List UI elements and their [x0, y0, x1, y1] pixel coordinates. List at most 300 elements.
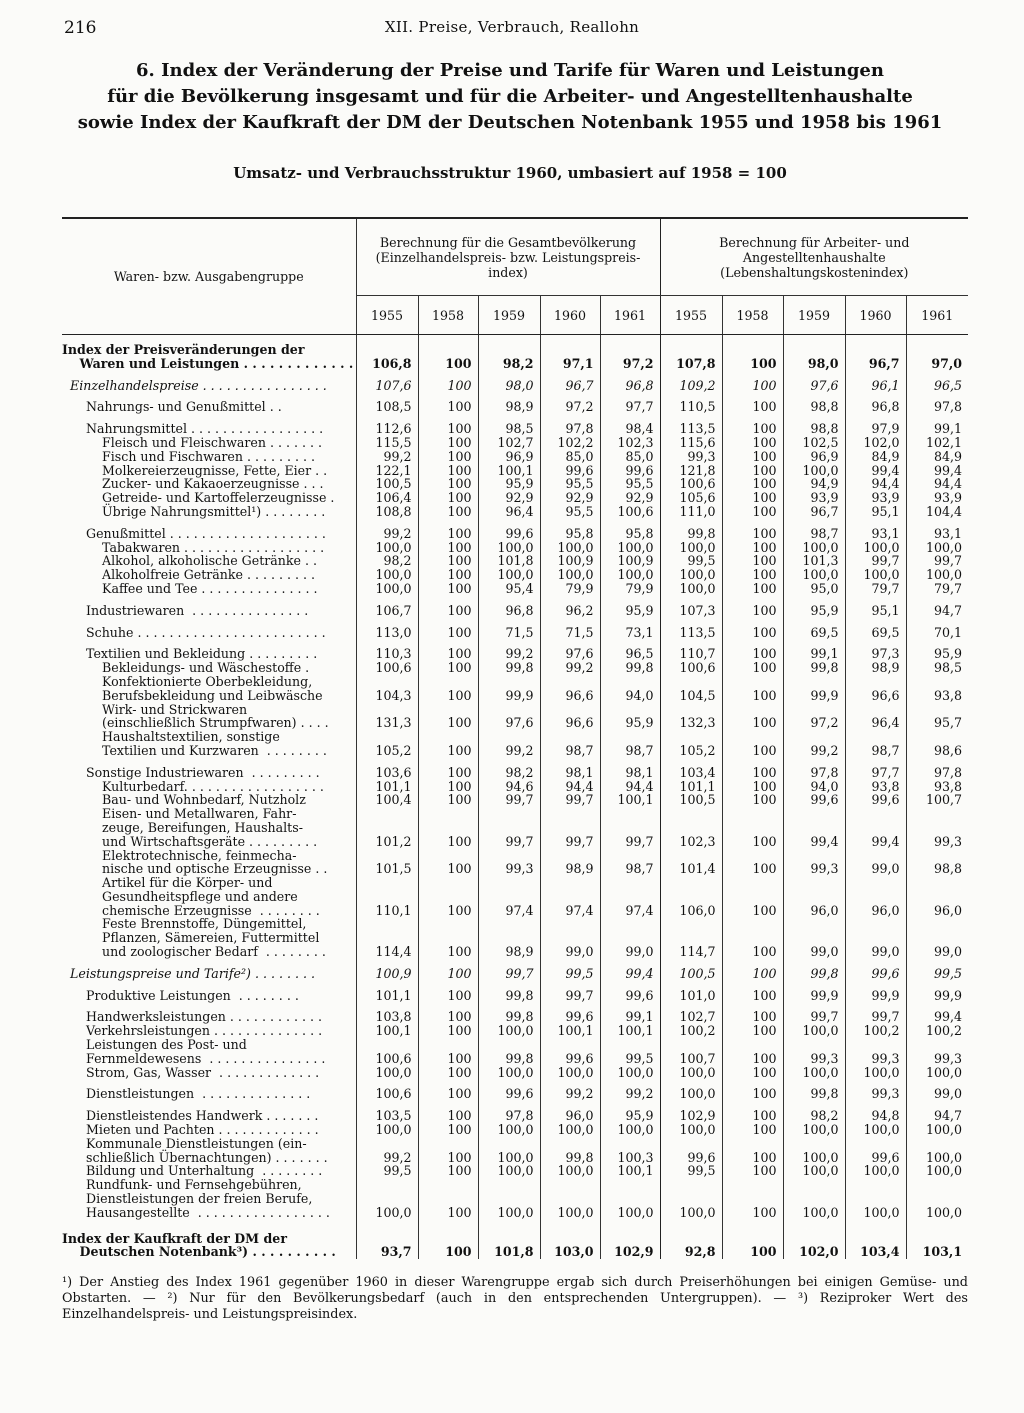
- value-cell: 100: [418, 436, 478, 450]
- value-cell: 104,3: [356, 675, 418, 703]
- value-cell: 95,9: [783, 596, 845, 618]
- value-cell: 98,2: [783, 1101, 845, 1123]
- value-cell: 99,3: [478, 849, 540, 877]
- value-cell: 100: [418, 335, 478, 371]
- value-cell: 98,1: [540, 758, 600, 780]
- table-row: [62, 450, 968, 464]
- value-cell: 100: [722, 1066, 783, 1080]
- value-cell: 99,6: [845, 959, 906, 981]
- table-row: [62, 849, 968, 877]
- value-cell: 100: [418, 371, 478, 393]
- value-cell: 95,0: [783, 582, 845, 596]
- value-cell: 100: [722, 568, 783, 582]
- table-row: [62, 371, 968, 393]
- value-cell: 97,8: [906, 392, 968, 414]
- value-cell: 95,1: [845, 505, 906, 519]
- value-cell: 100: [418, 730, 478, 758]
- value-cell: 103,0: [540, 1220, 600, 1260]
- value-cell: 100: [418, 807, 478, 848]
- value-cell: 113,5: [660, 618, 722, 640]
- value-cell: 97,8: [906, 758, 968, 780]
- value-cell: 114,7: [660, 917, 722, 958]
- value-cell: 101,8: [478, 554, 540, 568]
- table-row: [62, 491, 968, 505]
- value-cell: 95,5: [540, 505, 600, 519]
- value-cell: 103,6: [356, 758, 418, 780]
- value-cell: 102,9: [660, 1101, 722, 1123]
- year-header: 1960: [845, 296, 906, 335]
- value-cell: 100,4: [356, 793, 418, 807]
- value-cell: 100,0: [356, 1066, 418, 1080]
- value-cell: 100: [418, 876, 478, 917]
- value-cell: 96,5: [906, 371, 968, 393]
- value-cell: 98,5: [906, 661, 968, 675]
- value-cell: 94,4: [845, 477, 906, 491]
- value-cell: 98,5: [478, 414, 540, 436]
- value-cell: 110,7: [660, 639, 722, 661]
- value-cell: 100: [722, 1002, 783, 1024]
- value-cell: 100: [722, 758, 783, 780]
- value-cell: 106,0: [660, 876, 722, 917]
- table-row: [62, 505, 968, 519]
- table-row: [62, 730, 968, 758]
- value-cell: 100: [418, 959, 478, 981]
- value-cell: 102,0: [783, 1220, 845, 1260]
- value-cell: 100: [418, 596, 478, 618]
- value-cell: 93,8: [906, 780, 968, 794]
- value-cell: 100: [722, 1164, 783, 1178]
- value-cell: 99,0: [783, 917, 845, 958]
- value-cell: 99,1: [600, 1002, 660, 1024]
- value-cell: 99,3: [783, 1038, 845, 1066]
- value-cell: 79,7: [906, 582, 968, 596]
- value-cell: 99,5: [600, 1038, 660, 1066]
- value-cell: 94,0: [783, 780, 845, 794]
- value-cell: 102,7: [478, 436, 540, 450]
- value-cell: 93,9: [845, 491, 906, 505]
- value-cell: 99,3: [906, 807, 968, 848]
- group-column-header: Waren- bzw. Ausgabengruppe: [62, 218, 356, 335]
- value-cell: 96,0: [845, 876, 906, 917]
- value-cell: 107,6: [356, 371, 418, 393]
- value-cell: 100: [418, 477, 478, 491]
- table-row: [62, 661, 968, 675]
- year-header: 1955: [660, 296, 722, 335]
- value-cell: 99,0: [845, 849, 906, 877]
- value-cell: 92,9: [540, 491, 600, 505]
- value-cell: 97,8: [783, 758, 845, 780]
- table-row: [62, 1101, 968, 1123]
- value-cell: 99,0: [845, 917, 906, 958]
- value-cell: 100: [722, 1079, 783, 1101]
- value-cell: 98,0: [478, 371, 540, 393]
- row-label: Index der Preisveränderungen der Waren und Leistungen . . . . . . . . . . . . .: [62, 342, 354, 371]
- value-cell: 99,6: [600, 464, 660, 478]
- value-cell: 99,8: [600, 661, 660, 675]
- row-label: Mieten und Pachten . . . . . . . . . . . . .: [62, 1122, 319, 1138]
- value-cell: 102,3: [600, 436, 660, 450]
- value-cell: 99,9: [845, 981, 906, 1003]
- value-cell: 110,5: [660, 392, 722, 414]
- value-cell: 105,2: [660, 730, 722, 758]
- value-cell: 100: [418, 1002, 478, 1024]
- value-cell: 96,1: [845, 371, 906, 393]
- value-cell: 100: [722, 436, 783, 450]
- value-cell: 100,0: [540, 1123, 600, 1137]
- value-cell: 94,8: [845, 1101, 906, 1123]
- row-label: Schuhe . . . . . . . . . . . . . . . . . . . . . . . .: [62, 624, 326, 640]
- value-cell: 93,9: [906, 491, 968, 505]
- value-cell: 100: [418, 981, 478, 1003]
- value-cell: 95,9: [478, 477, 540, 491]
- value-cell: 100: [722, 703, 783, 731]
- table-row: [62, 436, 968, 450]
- value-cell: 85,0: [600, 450, 660, 464]
- value-cell: 100: [418, 1066, 478, 1080]
- value-cell: 100,0: [600, 541, 660, 555]
- value-cell: 99,8: [783, 959, 845, 981]
- table-body: [62, 335, 968, 1260]
- value-cell: 100,0: [783, 1024, 845, 1038]
- table-row: [62, 703, 968, 731]
- row-label: Kaffee und Tee . . . . . . . . . . . . . . .: [62, 580, 318, 596]
- value-cell: 69,5: [845, 618, 906, 640]
- value-cell: 100: [418, 1220, 478, 1260]
- row-label: Elektrotechnische, feinmecha- nische und optische Erzeugnisse . .: [102, 847, 328, 877]
- value-cell: 106,4: [356, 491, 418, 505]
- value-cell: 96,0: [906, 876, 968, 917]
- value-cell: 99,4: [906, 1002, 968, 1024]
- value-cell: 112,6: [356, 414, 418, 436]
- title-line: für die Bevölkerung insgesamt und für die Arbeiter- und Angestelltenhaushalte: [107, 86, 913, 107]
- value-cell: 100,0: [356, 541, 418, 555]
- value-cell: 100: [722, 793, 783, 807]
- value-cell: 84,9: [845, 450, 906, 464]
- value-cell: 100: [722, 554, 783, 568]
- value-cell: 98,0: [783, 335, 845, 371]
- table-row: [62, 807, 968, 848]
- value-cell: 95,5: [600, 477, 660, 491]
- value-cell: 99,5: [356, 1164, 418, 1178]
- value-cell: 111,0: [660, 505, 722, 519]
- value-cell: 97,6: [783, 371, 845, 393]
- value-cell: 100: [722, 807, 783, 848]
- total-population-header: Berechnung für die Gesamtbevölkerung (Einzelhandelspreis- bzw. Leistungspreis- index): [356, 218, 660, 296]
- value-cell: 99,4: [600, 959, 660, 981]
- row-label: Handwerksleistungen . . . . . . . . . . . .: [62, 1009, 322, 1025]
- value-cell: 100: [722, 541, 783, 555]
- value-cell: 100,0: [906, 1066, 968, 1080]
- value-cell: 99,3: [845, 1038, 906, 1066]
- value-cell: 100,0: [845, 541, 906, 555]
- row-label: Strom, Gas, Wasser . . . . . . . . . . . . .: [62, 1064, 320, 1080]
- value-cell: 94,4: [540, 780, 600, 794]
- price-index-table: [62, 217, 968, 1259]
- value-cell: 100,0: [356, 582, 418, 596]
- value-cell: 100: [418, 1123, 478, 1137]
- value-cell: 101,4: [660, 849, 722, 877]
- value-cell: 99,0: [600, 917, 660, 958]
- value-cell: 98,1: [600, 758, 660, 780]
- value-cell: 98,7: [600, 849, 660, 877]
- value-cell: 96,2: [540, 596, 600, 618]
- table-row: [62, 1079, 968, 1101]
- value-cell: 100: [418, 618, 478, 640]
- value-cell: 97,7: [600, 392, 660, 414]
- value-cell: 100,0: [845, 1066, 906, 1080]
- value-cell: 96,7: [540, 371, 600, 393]
- row-label: Getreide- und Kartoffelerzeugnisse .: [62, 490, 335, 506]
- row-label: Fleisch und Fleischwaren . . . . . . .: [62, 434, 322, 450]
- table-row: [62, 618, 968, 640]
- value-cell: 100,6: [356, 661, 418, 675]
- value-cell: 99,3: [906, 1038, 968, 1066]
- value-cell: 100,5: [660, 959, 722, 981]
- value-cell: 95,7: [906, 703, 968, 731]
- value-cell: 106,8: [356, 335, 418, 371]
- table-title: [60, 58, 960, 136]
- value-cell: 100,0: [478, 568, 540, 582]
- value-cell: 100,0: [660, 1066, 722, 1080]
- value-cell: 100: [722, 450, 783, 464]
- value-cell: 108,8: [356, 505, 418, 519]
- value-cell: 100: [722, 917, 783, 958]
- value-cell: 99,7: [600, 807, 660, 848]
- value-cell: 99,7: [845, 554, 906, 568]
- value-cell: 96,0: [783, 876, 845, 917]
- table-row: [62, 519, 968, 541]
- year-header: 1958: [722, 296, 783, 335]
- value-cell: 96,9: [783, 450, 845, 464]
- table-row: [62, 1002, 968, 1024]
- value-cell: 95,1: [845, 596, 906, 618]
- value-cell: 69,5: [783, 618, 845, 640]
- value-cell: 101,2: [356, 807, 418, 848]
- value-cell: 113,5: [660, 414, 722, 436]
- value-cell: 100: [722, 1038, 783, 1066]
- row-label: Alkohol, alkoholische Getränke . .: [62, 553, 317, 569]
- value-cell: 97,1: [540, 335, 600, 371]
- value-cell: 100,0: [660, 1178, 722, 1219]
- value-cell: 104,4: [906, 505, 968, 519]
- value-cell: 96,5: [600, 639, 660, 661]
- value-cell: 100,0: [478, 1123, 540, 1137]
- value-cell: 100,7: [660, 1038, 722, 1066]
- value-cell: 100,2: [845, 1024, 906, 1038]
- value-cell: 103,5: [356, 1101, 418, 1123]
- value-cell: 99,7: [478, 793, 540, 807]
- value-cell: 100,0: [906, 1178, 968, 1219]
- value-cell: 96,8: [478, 596, 540, 618]
- value-cell: 79,7: [845, 582, 906, 596]
- value-cell: 100: [722, 661, 783, 675]
- value-cell: 100,2: [906, 1024, 968, 1038]
- value-cell: 96,4: [478, 505, 540, 519]
- value-cell: 107,8: [660, 335, 722, 371]
- table-row: [62, 464, 968, 478]
- value-cell: 99,3: [660, 450, 722, 464]
- value-cell: 100,0: [845, 1164, 906, 1178]
- value-cell: 99,4: [845, 464, 906, 478]
- value-cell: 96,9: [478, 450, 540, 464]
- value-cell: 99,8: [660, 519, 722, 541]
- row-label: Textilien und Bekleidung . . . . . . . . .: [62, 646, 318, 662]
- value-cell: 100,6: [356, 1079, 418, 1101]
- value-cell: 97,4: [478, 876, 540, 917]
- value-cell: 98,4: [600, 414, 660, 436]
- value-cell: 100,0: [660, 582, 722, 596]
- value-cell: 96,6: [845, 675, 906, 703]
- value-cell: 100,0: [906, 541, 968, 555]
- table-row: [62, 1066, 968, 1080]
- value-cell: 98,2: [356, 554, 418, 568]
- table-row: [62, 917, 968, 958]
- value-cell: 100: [722, 981, 783, 1003]
- table-row: [62, 596, 968, 618]
- table-row: [62, 780, 968, 794]
- value-cell: 95,9: [600, 703, 660, 731]
- value-cell: 100: [722, 1220, 783, 1260]
- value-cell: 100,5: [660, 793, 722, 807]
- value-cell: 99,7: [783, 1002, 845, 1024]
- value-cell: 99,4: [906, 464, 968, 478]
- value-cell: 93,9: [783, 491, 845, 505]
- value-cell: 100,0: [660, 1123, 722, 1137]
- footnotes: ¹) Der Anstieg des Index 1961 gegenüber 1960 in dieser Warengruppe ergab sich durch Preiserhöhungen bei einigen Gemüse- und Obstarten. — ²) Nur für den Bevölkerungsbedarf (auch in den entsprechenden Untergruppen). — ³) Reziproker Wert des Einzelhandelspreis- und Leistungspreisindex.: [62, 1275, 968, 1322]
- value-cell: 100,0: [540, 1178, 600, 1219]
- value-cell: 99,7: [540, 981, 600, 1003]
- value-cell: 100,0: [478, 1024, 540, 1038]
- table-subtitle: Umsatz- und Verbrauchsstruktur 1960, umbasiert auf 1958 = 100: [233, 164, 787, 182]
- value-cell: 102,2: [540, 436, 600, 450]
- value-cell: 100: [722, 505, 783, 519]
- value-cell: 97,9: [845, 414, 906, 436]
- value-cell: 95,9: [906, 639, 968, 661]
- row-label: Fisch und Fischwaren . . . . . . . . .: [62, 448, 316, 464]
- row-label: Nahrungsmittel . . . . . . . . . . . . . . . . .: [62, 421, 324, 437]
- table-row: [62, 675, 968, 703]
- value-cell: 99,8: [478, 981, 540, 1003]
- value-cell: 97,6: [540, 639, 600, 661]
- table-row: [62, 1123, 968, 1137]
- value-cell: 100: [418, 414, 478, 436]
- value-cell: 100: [418, 1024, 478, 1038]
- row-label: Zucker- und Kakaoerzeugnisse . . .: [62, 476, 324, 492]
- value-cell: 99,6: [600, 981, 660, 1003]
- value-cell: 100,0: [478, 1137, 540, 1165]
- value-cell: 100: [418, 917, 478, 958]
- value-cell: 100: [418, 758, 478, 780]
- value-cell: 97,3: [845, 639, 906, 661]
- value-cell: 99,2: [783, 730, 845, 758]
- value-cell: 97,2: [783, 703, 845, 731]
- value-cell: 100,0: [540, 541, 600, 555]
- value-cell: 100: [722, 959, 783, 981]
- value-cell: 100,0: [783, 464, 845, 478]
- value-cell: 100,0: [356, 568, 418, 582]
- value-cell: 99,8: [783, 1079, 845, 1101]
- row-label: Eisen- und Metallwaren, Fahr- zeuge, Bereifungen, Haushalts- und Wirtschaftsgeräte . . . . . . . . .: [102, 806, 318, 849]
- value-cell: 101,1: [660, 780, 722, 794]
- value-cell: 100,0: [356, 1178, 418, 1219]
- value-cell: 100,0: [540, 1164, 600, 1178]
- row-label: Bekleidungs- und Wäschestoffe .: [62, 660, 310, 676]
- value-cell: 99,7: [478, 959, 540, 981]
- value-cell: 100,0: [783, 1123, 845, 1137]
- value-cell: 100,0: [906, 1137, 968, 1165]
- value-cell: 98,6: [906, 730, 968, 758]
- value-cell: 102,5: [783, 436, 845, 450]
- value-cell: 100: [418, 703, 478, 731]
- value-cell: 99,0: [906, 1079, 968, 1101]
- value-cell: 100: [418, 793, 478, 807]
- value-cell: 100,0: [600, 1066, 660, 1080]
- value-cell: 96,6: [540, 675, 600, 703]
- value-cell: 102,1: [906, 436, 968, 450]
- value-cell: 97,2: [540, 392, 600, 414]
- value-cell: 100,1: [478, 464, 540, 478]
- row-label: Alkoholfreie Getränke . . . . . . . . .: [62, 567, 316, 583]
- value-cell: 100,1: [356, 1024, 418, 1038]
- value-cell: 99,9: [783, 981, 845, 1003]
- value-cell: 99,2: [356, 519, 418, 541]
- value-cell: 100,1: [540, 1024, 600, 1038]
- workers-households-header: Berechnung für Arbeiter- und Angestelltenhaushalte (Lebenshaltungskostenindex): [660, 218, 968, 296]
- value-cell: 100,0: [600, 1123, 660, 1137]
- value-cell: 100: [418, 541, 478, 555]
- year-header: 1955: [356, 296, 418, 335]
- value-cell: 100: [418, 519, 478, 541]
- value-cell: 131,3: [356, 703, 418, 731]
- value-cell: 99,4: [845, 807, 906, 848]
- value-cell: 102,7: [660, 1002, 722, 1024]
- value-cell: 100,0: [783, 1137, 845, 1165]
- row-label: Tabakwaren . . . . . . . . . . . . . . . . . .: [62, 539, 325, 555]
- row-label: Leistungspreise und Tarife²) . . . . . . . .: [62, 965, 315, 981]
- value-cell: 100,7: [906, 793, 968, 807]
- table-row: [62, 639, 968, 661]
- value-cell: 96,6: [540, 703, 600, 731]
- value-cell: 97,0: [906, 335, 968, 371]
- value-cell: 100: [722, 730, 783, 758]
- value-cell: 100: [418, 582, 478, 596]
- value-cell: 100: [722, 335, 783, 371]
- year-header: 1961: [906, 296, 968, 335]
- value-cell: 99,3: [845, 1079, 906, 1101]
- value-cell: 99,7: [540, 807, 600, 848]
- row-label: Artikel für die Körper- und Gesundheitspflege und andere chemische Erzeugnisse . . . . . . . .: [102, 875, 320, 918]
- value-cell: 97,4: [600, 876, 660, 917]
- value-cell: 100: [418, 392, 478, 414]
- value-cell: 100: [418, 491, 478, 505]
- value-cell: 105,2: [356, 730, 418, 758]
- value-cell: 94,4: [600, 780, 660, 794]
- value-cell: 98,9: [845, 661, 906, 675]
- year-header: 1959: [783, 296, 845, 335]
- row-label: Nahrungs- und Genußmittel . .: [62, 399, 282, 415]
- value-cell: 121,8: [660, 464, 722, 478]
- value-cell: 101,0: [660, 981, 722, 1003]
- value-cell: 108,5: [356, 392, 418, 414]
- table-row: [62, 793, 968, 807]
- value-cell: 100,0: [906, 1123, 968, 1137]
- value-cell: 100,0: [660, 568, 722, 582]
- value-cell: 84,9: [906, 450, 968, 464]
- value-cell: 99,8: [478, 661, 540, 675]
- value-cell: 98,8: [783, 392, 845, 414]
- value-cell: 97,7: [845, 758, 906, 780]
- value-cell: 92,9: [600, 491, 660, 505]
